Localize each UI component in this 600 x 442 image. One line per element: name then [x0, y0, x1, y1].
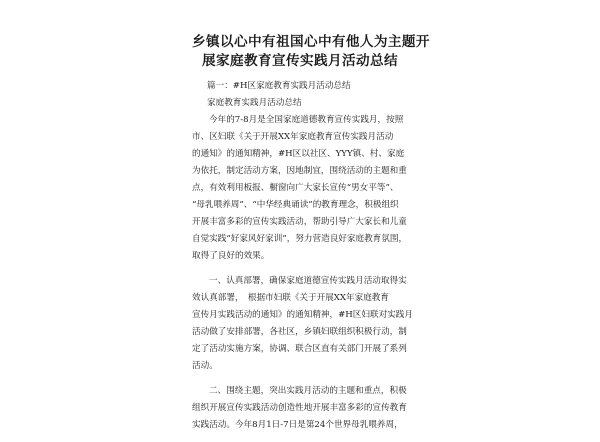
paragraph-line: 活动。 — [192, 361, 218, 371]
paragraph-1 — [192, 112, 408, 265]
paragraph-line: 取得了良好的效果。 — [192, 251, 270, 261]
paragraph-line: “母乳喂养周”、“中华经典诵读”的教育理念，积极组织 — [192, 200, 399, 210]
paragraph-line: 定了活动实施方案，协调、联合区直有关部门开展了系列 — [192, 344, 407, 354]
paragraph-line: 为依托，制定活动方案，因地制宜，围绕活动的主题和重 — [192, 166, 407, 176]
paragraph-line: 开展丰富多彩的宣传实践活动，帮助引导广大家长和儿童 — [192, 217, 407, 227]
document-title — [192, 33, 430, 71]
paragraph-line: 组织开展宣传实践活动创造性地开展丰富多彩的宣传教育 — [192, 403, 407, 413]
paragraph-line: 宣传月实践活动的通知》的通知精神，#H区妇联对实践月 — [192, 310, 413, 320]
document-subtitle: 篇一：#H区家庭教育实践月活动总结 — [207, 81, 351, 91]
title-line-2: 展家庭教育宣传实践月活动总结 — [202, 53, 398, 69]
paragraph-line: 点，有效利用板报、橱窗向广大家长宣传“男女平等”、 — [192, 183, 399, 193]
paragraph-2 — [192, 273, 413, 375]
paragraph-line: 实践活动。今年8月1日-7日是第24个世界母乳喂养周， — [192, 420, 403, 430]
paragraph-line: 效认真部署， 根据市妇联《关于开展XX年家庭教育 — [192, 293, 389, 303]
paragraph-line: 二、围绕主题，突出实践月活动的主题和重点，积极 — [209, 386, 407, 396]
paragraph-line: 今年的7-8月是全国家庭道德教育宣传实践月，按照 — [209, 115, 404, 125]
paragraph-line: 活动做了安排部署，各社区，乡镇妇联组织积极行动，制 — [192, 327, 407, 337]
document-heading: 家庭教育实践月活动总结 — [207, 98, 302, 108]
paragraph-line: 自觉实践“好家风好家训”，努力营造良好家庭教育氛围， — [192, 234, 408, 244]
paragraph-line: 的通知》的通知精神，#H区以社区、YYY镇、村、家庭 — [192, 149, 405, 159]
document-body — [192, 33, 430, 442]
paragraph-3 — [192, 383, 408, 434]
paragraph-line: 一、认真部署，确保家庭道德宣传实践月活动取得实 — [209, 276, 407, 286]
paragraph-line: 市、区妇联《关于开展XX年家庭教育宣传实践月活动 — [192, 132, 394, 142]
title-line-1: 乡镇以心中有祖国心中有他人为主题开 — [192, 34, 430, 50]
